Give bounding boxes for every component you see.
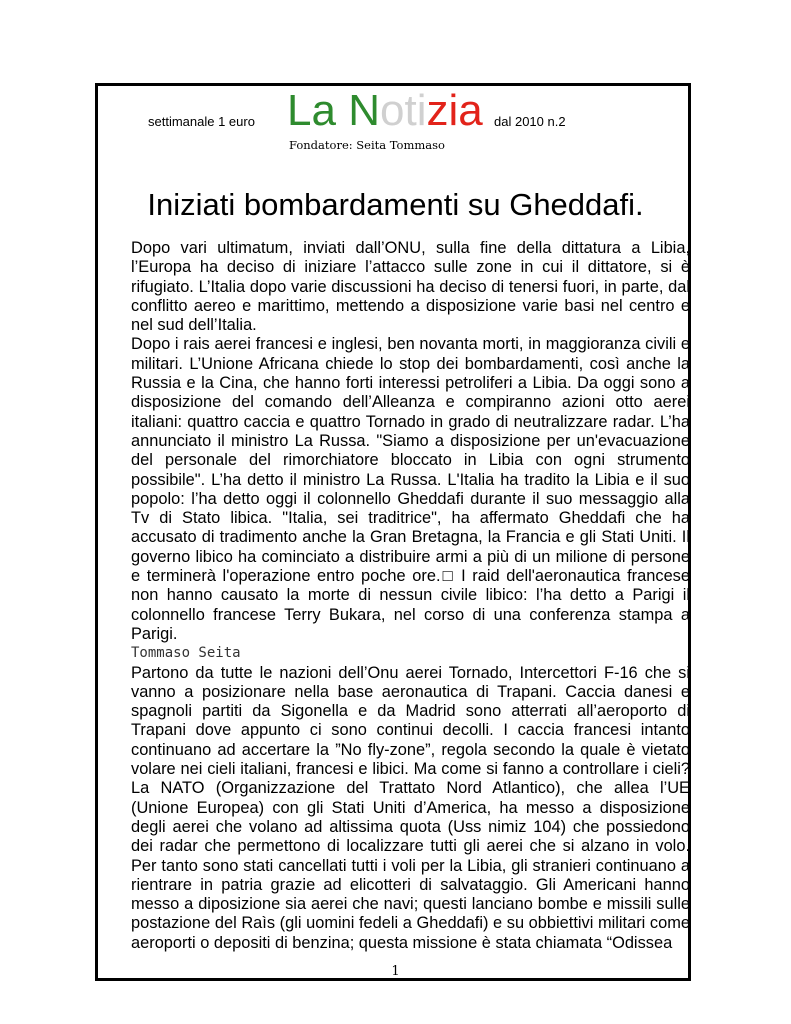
title-letter: a <box>458 86 483 135</box>
newspaper-title <box>287 86 483 136</box>
title-letter: N <box>348 86 380 135</box>
title-letter: i <box>448 86 459 135</box>
masthead <box>0 86 791 136</box>
headline: Iniziati bombardamenti su Gheddafi. <box>147 187 644 222</box>
price-label: settimanale 1 euro <box>148 114 255 129</box>
title-letter: a <box>311 86 336 135</box>
title-letter: L <box>287 86 312 135</box>
author-signature: Tommaso Seita <box>131 645 241 662</box>
title-letter: i <box>416 86 427 135</box>
article-paragraph-1: Dopo vari ultimatum, inviati dall’ONU, sulla fine della dittatura a Libia, l’Europa ha deciso di iniziare l’attacco sulle zone in cui il dittatore, si è rifugiato. L’Italia dopo varie discussioni ha deciso di tenersi fuori, in parte, dal conflitto aereo e marittimo, mettendo a disposizione varie basi nel centro e nel sud dell’Italia. <box>131 239 690 335</box>
title-letter: t <box>404 86 417 135</box>
founder-line: Fondatore: Seita Tommaso <box>289 138 445 152</box>
title-letter: o <box>379 86 405 135</box>
title-letter: z <box>426 86 449 135</box>
article-paragraph-2: Dopo i rais aerei francesi e inglesi, ben novanta morti, in maggioranza civili e militari. L’Unione Africana chiede lo stop dei bombardamenti, così anche la Russia e la Cina, che hanno forti interessi petroliferi a Libia. Da oggi sono a disposizione del comando dell’Alleanza e compiranno azioni otto aerei italiani: quattro caccia e quattro Tornado in grado di neutralizzare radar. L’ha annunciato il ministro La Russa. "Siamo a disposizione per un'evacuazione del personale del rimorchiatore bloccato in Libia con ogni strumento possibile". L’ha detto il ministro La Russa. L'Italia ha tradito la Libia e il suo popolo: l’ha detto oggi il colonnello Gheddafi durante il suo messaggio alla Tv di Stato libica. "Italia, sei traditrice", ha affermato Gheddafi che ha accusato di tradimento anche la Gran Bretagna, la Francia e gli Stati Uniti. Il governo libico ha cominciato a distribuire armi a più di un milione di persone e terminerà l'operazione entro poche ore.□ I raid dell'aeronautica francese non hanno causato la morte di nessun civile libico: l’ha detto a Parigi il colonnello francese Terry Bukara, nel corso di una conferenza stampa a Parigi. <box>131 335 690 643</box>
article-body <box>131 239 690 953</box>
page-number: 1 <box>391 964 400 979</box>
issue-label: dal 2010 n.2 <box>494 114 566 129</box>
article-paragraph-3: Partono da tutte le nazioni dell’Onu aerei Tornado, Intercettori F-16 che si vanno a posizionare nella base aeronautica di Trapani. Caccia danesi e spagnoli partiti da Sigonella e da Madrid sono atterrati all’aeroporto di Trapani dove appunto ci sono continui decolli. I caccia francesi intanto continuano ad accertare la ”No fly-zone”, regola secondo la quale è vietato volare nei cieli italiani, francesi e libici. Ma come si fanno a controllare i cieli? La NATO (Organizzazione del Trattato Nord Atlantico), che allea l’UE (Unione Europea) con gli Stati Uniti d’America, ha messo a disposizione degli aerei che volano ad altissima quota (Uss nimiz 104) che possiedono dei radar che permettono di localizzare tutti gli aerei che si alzano in volo. Per tanto sono stati cancellati tutti i voli per la Libia, gli stranieri continuano a rientrare in patria grazie ad elicotteri di salvataggio. Gli Americani hanno messo a diposizione sia aerei che navi; questi lanciano bombe e missili sulle postazione del Raìs (gli uomini fedeli a Gheddafi) e su obbiettivi militari come aeroporti o depositi di benzina; questa missione è stata chiamata “Odissea <box>131 663 690 952</box>
title-letter <box>336 86 348 135</box>
